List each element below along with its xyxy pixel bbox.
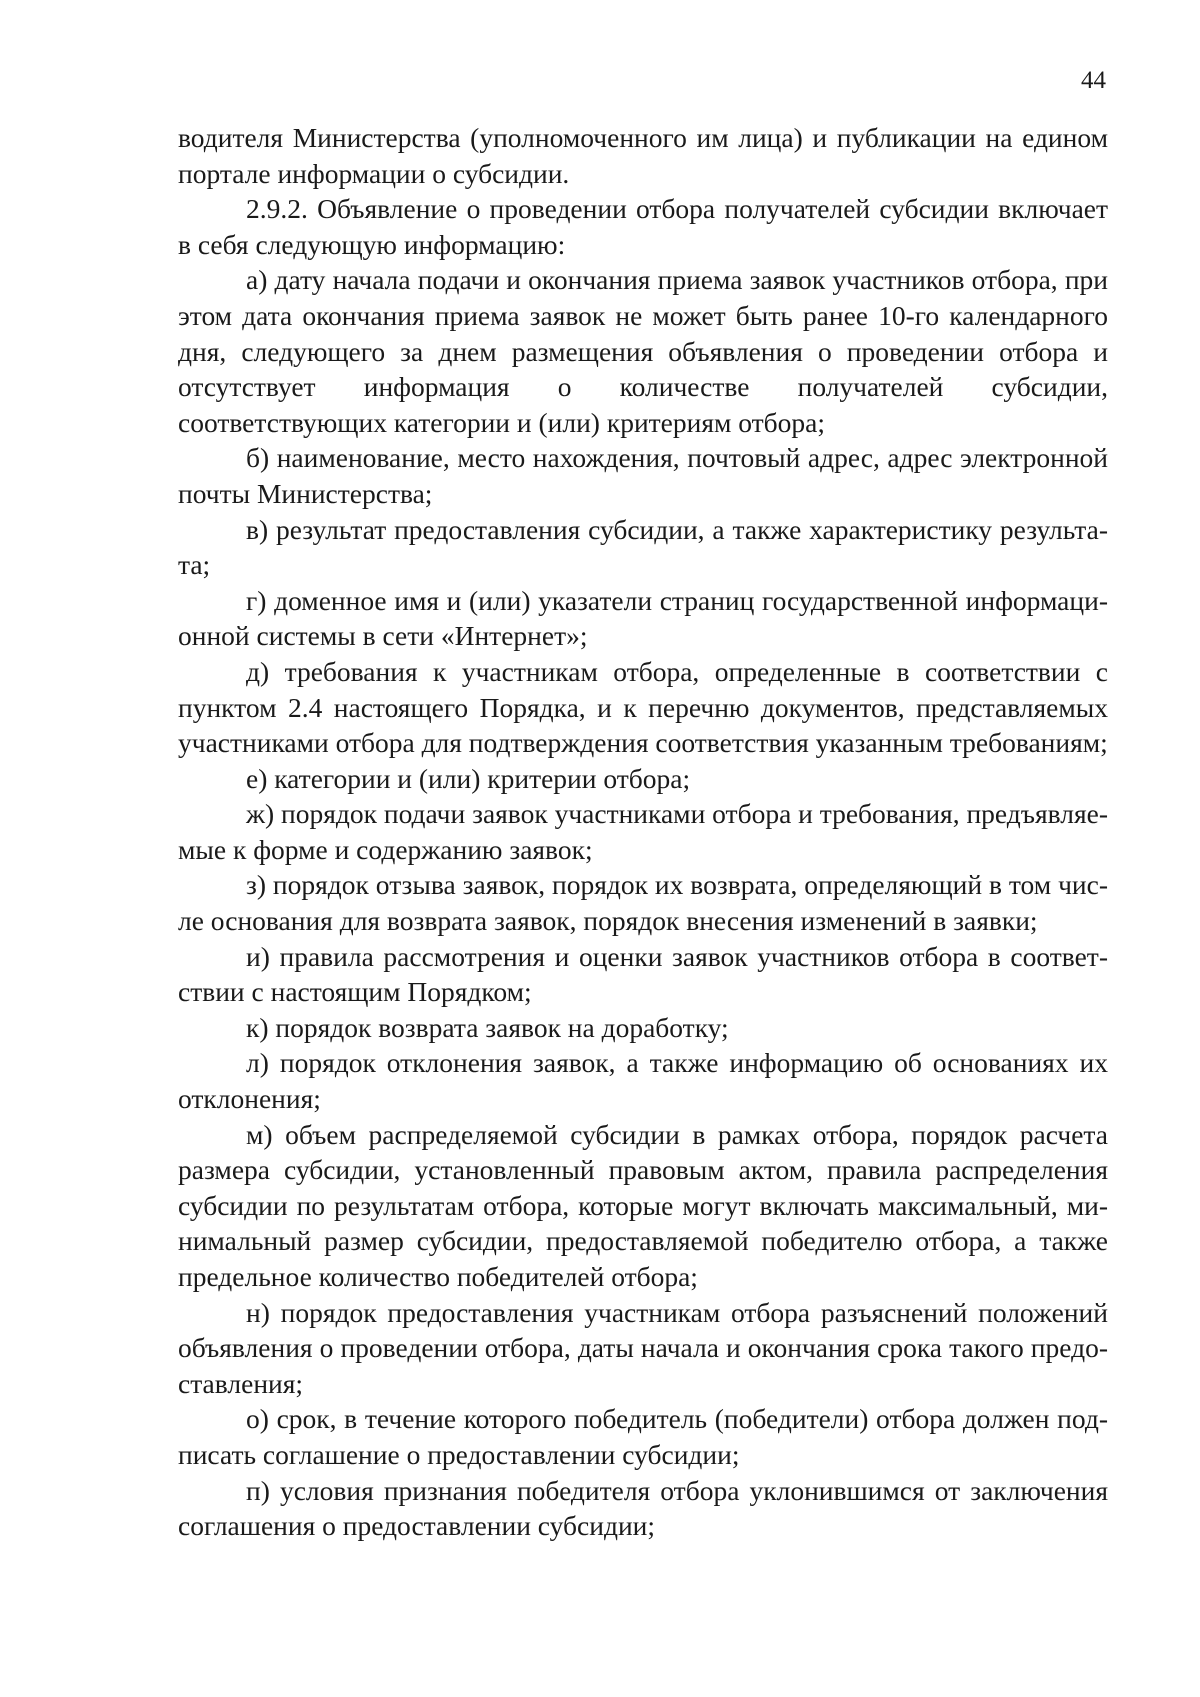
list-item-a: а) дату начала подачи и окончания приема заявок участников отбора, при этом дата окончания приема заявок не может быть ранее 10-го календарного дня, следующего за днем размещения объявления о проведении отбора и отсутствует информация о количестве получателей субсидии, соответствующих категории и (или) критериям отбора; bbox=[178, 264, 1108, 438]
list-item-z: з) порядок отзыва заявок, порядок их возврата, определяющий в том числе основания для возврата заявок, порядок внесения изменений в заявки; bbox=[178, 869, 1108, 937]
list-item-m: м) объем распределяемой субсидии в рамках отбора, порядок расчета размера субсидии, установленный правовым актом, правила распределения субсидии по результатам отбора, которые могут включать максимальный, минимальный размер субсидии, предоставляемой победителю отбора, а также предельное количество победителей отбора; bbox=[178, 1118, 1108, 1292]
list-item-l: л) порядок отклонения заявок, а также информацию об основаниях их отклонения; bbox=[178, 1047, 1108, 1115]
list-item-d: д) требования к участникам отбора, определенные в соответствии с пунктом 2.4 настоящего Порядка, и к перечню документов, представляемых участниками отбора для подтверждения соответствия указанным требованиям; bbox=[178, 655, 1108, 759]
paragraph-continuation: водителя Министерства (уполномоченного им лица) и публикации на едином портале информации о субсидии. bbox=[178, 122, 1108, 189]
list-item-i: и) правила рассмотрения и оценки заявок участников отбора в соответствии с настоящим Порядком; bbox=[178, 940, 1108, 1008]
paragraph-2-9-2: 2.9.2. Объявление о проведении отбора получателей субсидии включает в себя следующую информацию: bbox=[178, 193, 1108, 260]
list-item-g: г) доменное имя и (или) указатели страниц государственной информационной системы в сети «Интернет»; bbox=[178, 584, 1108, 652]
list-item-p: п) условия признания победителя отбора уклонившимся от заключения соглашения о предоставлении субсидии; bbox=[178, 1474, 1108, 1542]
list-item-v: в) результат предоставления субсидии, а также характеристику результата; bbox=[178, 513, 1108, 581]
list-item-k: к) порядок возврата заявок на доработку; bbox=[246, 1011, 729, 1043]
page-number: 44 bbox=[1081, 67, 1106, 94]
document-body bbox=[178, 120, 1108, 1544]
list-item-n: н) порядок предоставления участникам отбора разъяснений положений объявления о проведении отбора, даты начала и окончания срока такого предоставления; bbox=[178, 1296, 1108, 1399]
list-item-e: е) категории и (или) критерии отбора; bbox=[246, 762, 691, 794]
list-item-b: б) наименование, место нахождения, почтовый адрес, адрес электронной почты Министерства; bbox=[178, 442, 1108, 509]
list-item-zh: ж) порядок подачи заявок участниками отбора и требования, предъявляемые к форме и содержанию заявок; bbox=[178, 798, 1108, 865]
list-item-o: о) срок, в течение которого победитель (победители) отбора должен подписать соглашение о предоставлении субсидии; bbox=[178, 1403, 1108, 1470]
